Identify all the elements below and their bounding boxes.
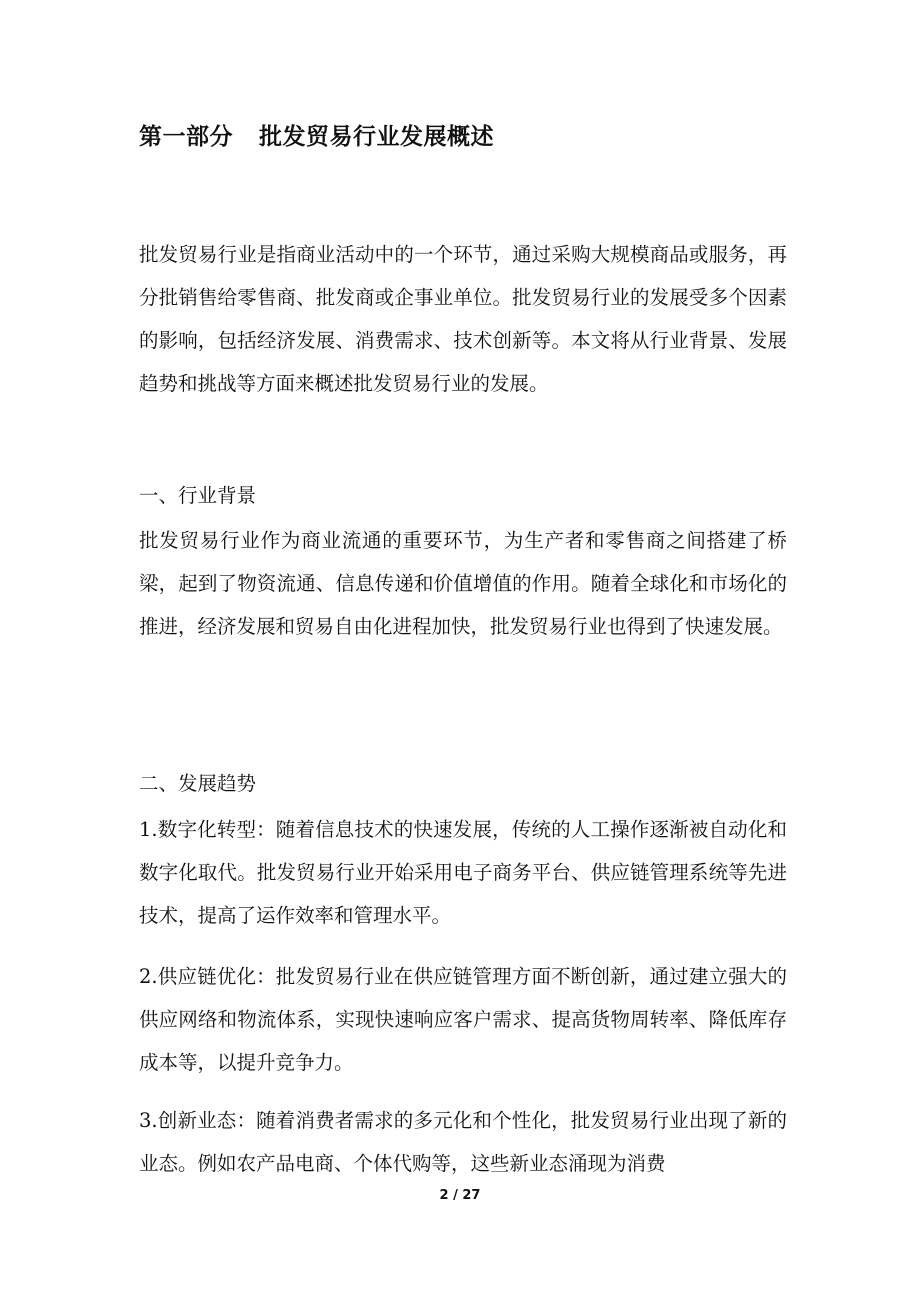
title-part-label: 第一部分 xyxy=(139,124,233,150)
section-1-paragraph: 批发贸易行业作为商业流通的重要环节，为生产者和零售商之间搭建了桥梁，起到了物资流通、信息传递和价值增值的作用。随着全球化和市场化的推进，经济发展和贸易自由化进程加快，批发贸易行业也得到了快速发展。 xyxy=(139,529,787,638)
trend-item-3: 3.创新业态：随着消费者需求的多元化和个性化，批发贸易行业出现了新的业态。例如农产品电商、个体代购等，这些新业态涌现为消费 xyxy=(139,1109,787,1175)
trend-item-1: 1.数字化转型：随着信息技术的快速发展，传统的人工操作逐渐被自动化和数字化取代。批发贸易行业开始采用电子商务平台、供应链管理系统等先进技术，提高了运作效率和管理水平。 xyxy=(139,818,787,927)
section-1-heading: 一、行业背景 xyxy=(139,484,257,507)
page-number: 2 / 27 xyxy=(439,1188,481,1203)
trend-item-2: 2.供应链优化：批发贸易行业在供应链管理方面不断创新，通过建立强大的供应网络和物流体系，实现快速响应客户需求、提高货物周转率、降低库存成本等，以提升竞争力。 xyxy=(139,965,787,1074)
title-text: 批发贸易行业发展概述 xyxy=(259,124,494,150)
intro-paragraph: 批发贸易行业是指商业活动中的一个环节，通过采购大规模商品或服务，再分批销售给零售商、批发商或企事业单位。批发贸易行业的发展受多个因素的影响，包括经济发展、消费需求、技术创新等。本文将从行业背景、发展趋势和挑战等方面来概述批发贸易行业的发展。 xyxy=(139,243,787,395)
page-title xyxy=(139,118,494,151)
section-2-heading: 二、发展趋势 xyxy=(139,772,257,795)
